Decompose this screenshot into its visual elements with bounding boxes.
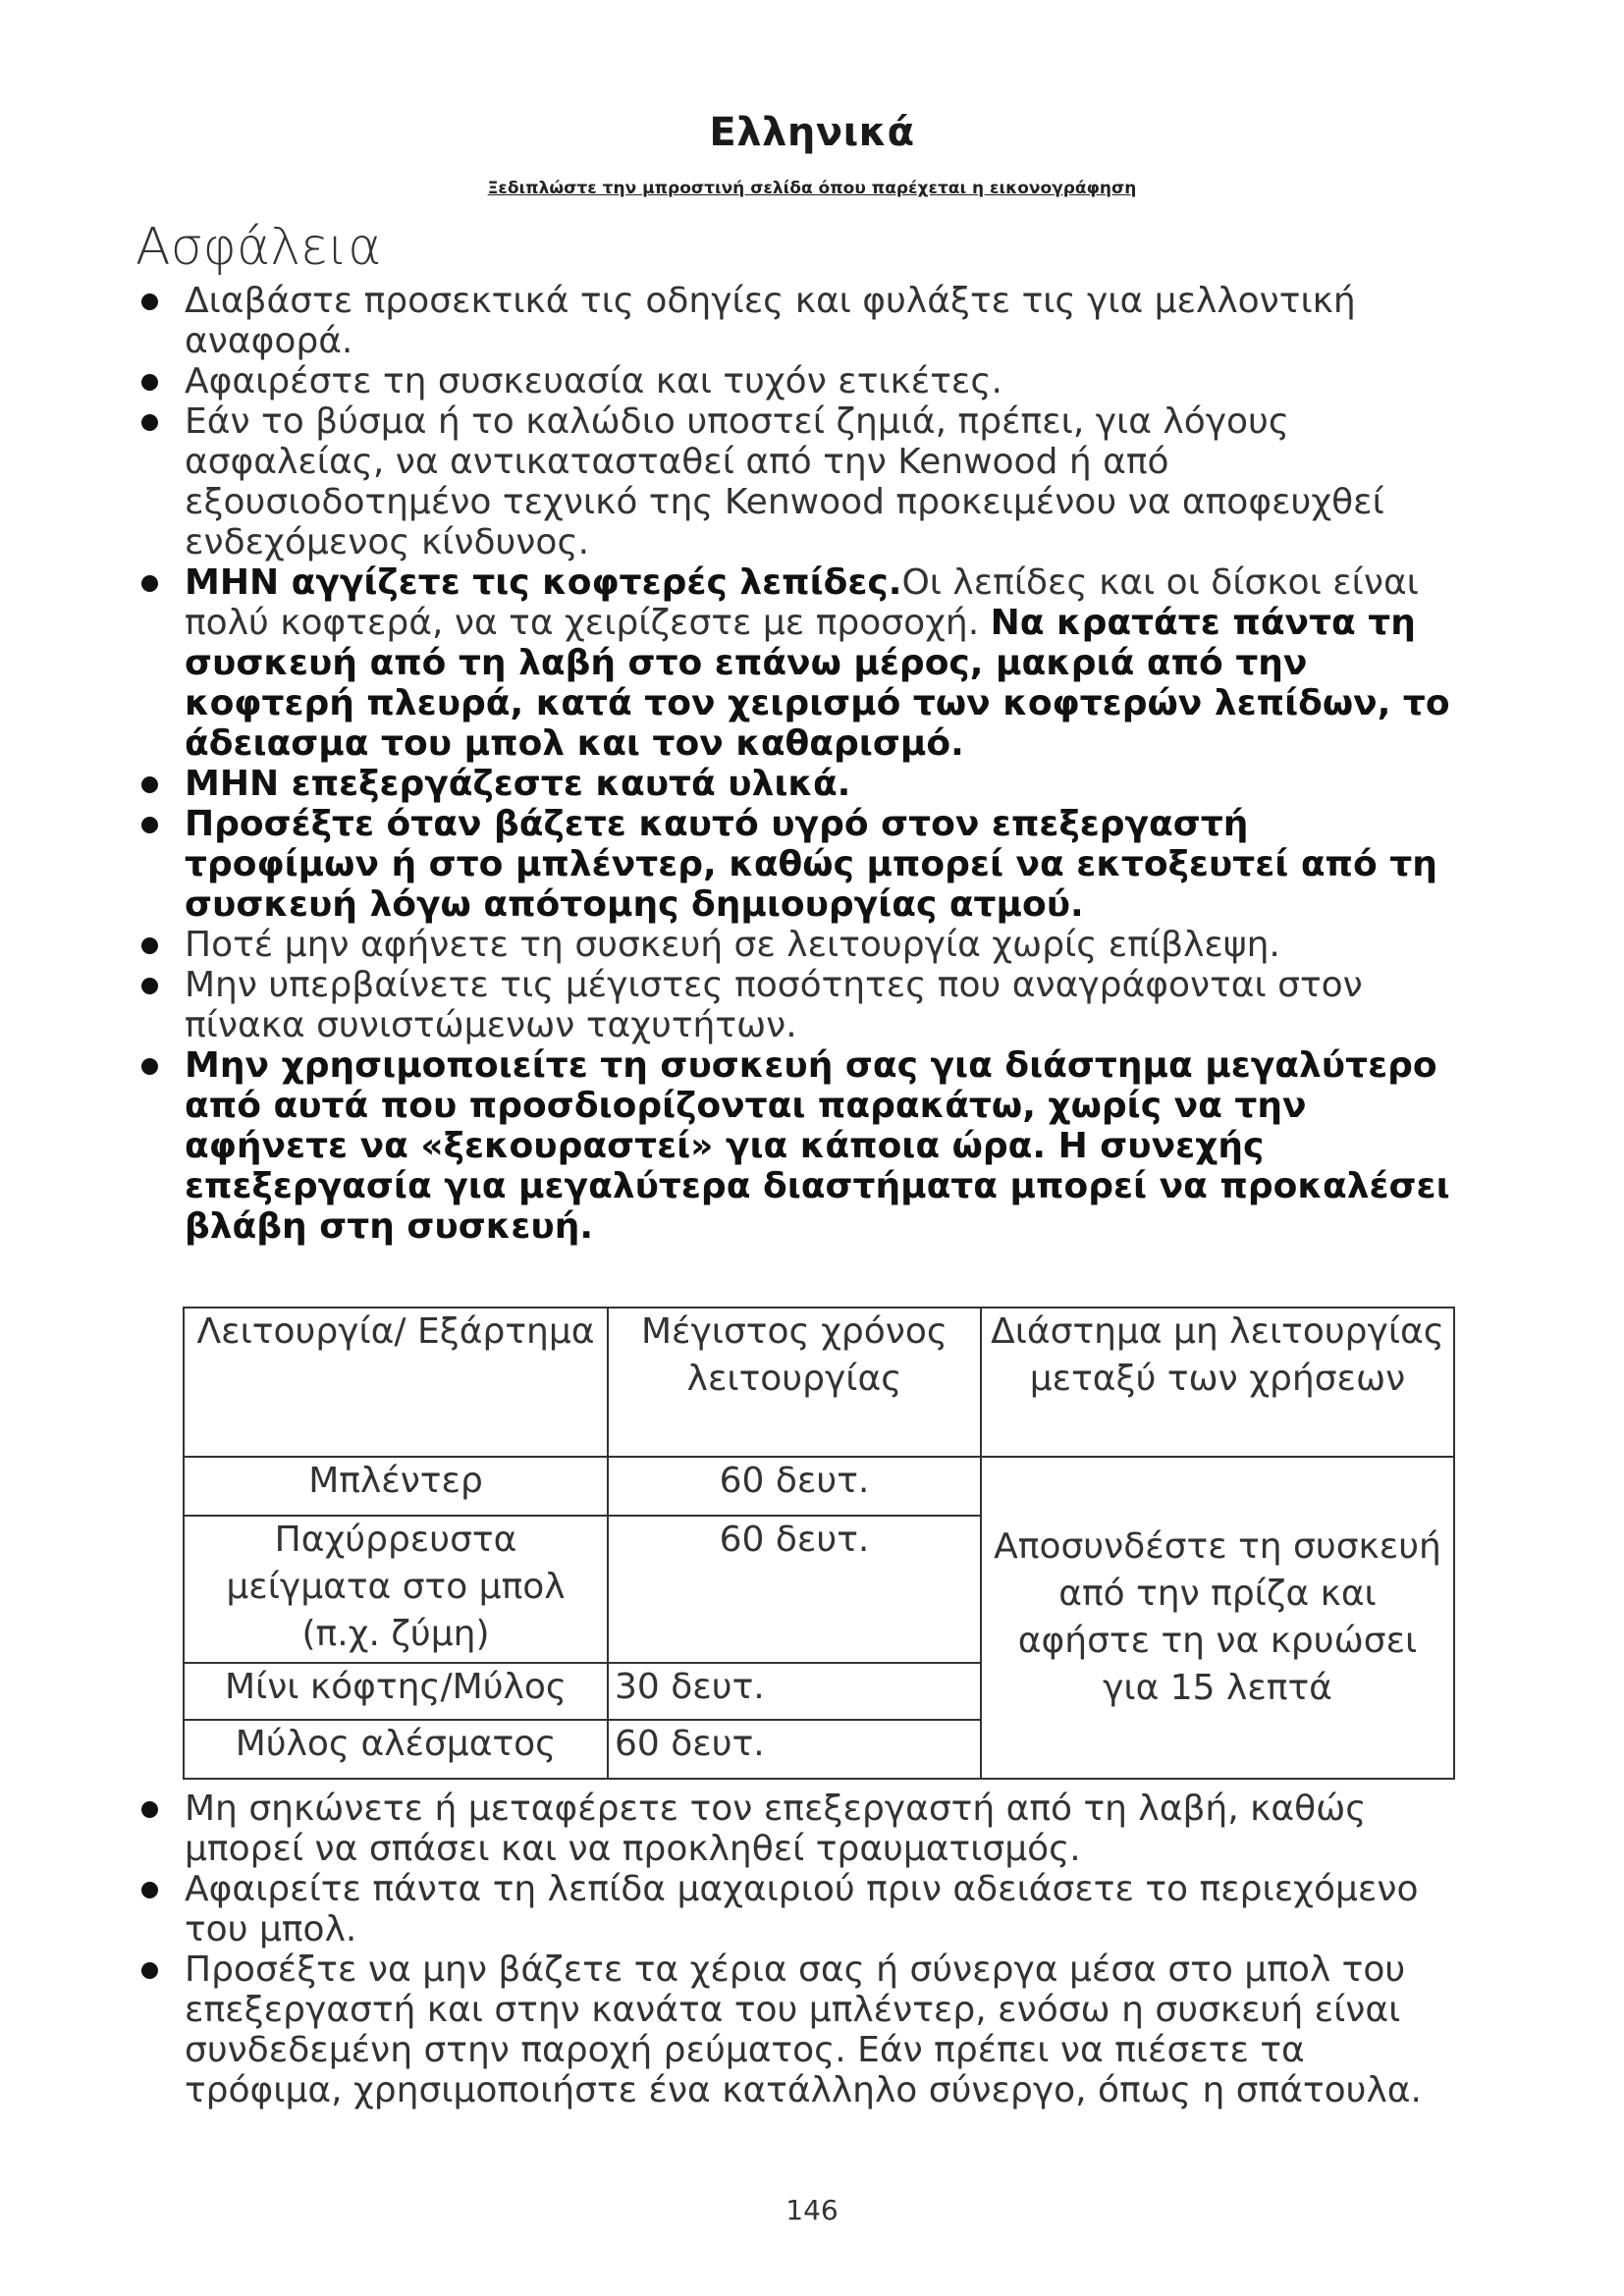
list-item (135, 965, 1451, 1045)
bullet-icon (141, 937, 158, 954)
list-item (135, 764, 1451, 804)
table-cell-function: Μύλος αλέσματος (184, 1720, 608, 1779)
bullet-icon (141, 414, 158, 431)
item-bold-text: Μην χρησιμοποιείτε τη συσκευή σας για διάστημα μεγαλύτερο από αυτά που προσδιορίζονται παρακάτω, χωρίς να την αφήνετε να «ξεκουραστεί» για κάποια ώρα. Η συνεχής επεξεργασία για μεγαλύτερα διαστήματα μπορεί να προκαλέσει βλάβη στη συσκευή. (185, 1045, 1450, 1247)
item-bold-text: ΜΗΝ αγγίζετε τις κοφτερές λεπίδες. (185, 562, 902, 603)
table-header-cell: Λειτουργία/ Εξάρτημα (184, 1308, 608, 1457)
item-text: Οι λεπίδες και οι δίσκοι είναι πολύ κοφτερά, να τα χειρίζεστε με προσοχή. (185, 562, 1419, 643)
item-bold-text: Προσέξτε όταν βάζετε καυτό υγρό στον επεξεργαστή τροφίμων ή στο μπλέντερ, καθώς μπορεί να εκτοξευτεί από τη συσκευή λόγω απότομης δημιουργίας ατμού. (185, 804, 1437, 925)
bullet-icon (141, 575, 158, 592)
item-bold-text: Να κρατάτε πάντα τη συσκευή από τη λαβή στο επάνω μέρος, μακριά από την κοφτερή πλευρά, κατά τον χειρισμό των κοφτερών λεπίδων, το άδειασμα του μπολ και τον καθαρισμό. (185, 603, 1450, 764)
list-item (135, 361, 1451, 401)
usage-time-table (183, 1307, 1455, 1780)
table-cell-time: 60 δευτ. (608, 1720, 981, 1779)
page-number: 146 (785, 2194, 839, 2226)
item-text: Διαβάστε προσεκτικά τις οδηγίες και φυλάξτε τις για μελλοντική αναφορά. (185, 281, 1356, 361)
unfold-note: Ξεδιπλώστε την μπροστινή σελίδα όπου παρέχεται η εικονογράφηση (487, 179, 1137, 198)
bullet-icon (141, 978, 158, 994)
item-text: Μη σηκώνετε ή μεταφέρετε τον επεξεργαστή από τη λαβή, καθώς μπορεί να σπάσει και να προκληθεί τραυματισμός. (185, 1789, 1367, 1869)
safety-list (135, 281, 1451, 1247)
list-item (135, 1949, 1451, 2110)
list-item (135, 1789, 1451, 1869)
table-cell-rest: Αποσυνδέστε τη συσκευή από την πρίζα και αφήστε τη να κρυώσει για 15 λεπτά (981, 1457, 1454, 1779)
table-cell-function: Μπλέντερ (184, 1457, 608, 1516)
bullet-icon (141, 1962, 158, 1979)
table-cell-function: Μίνι κόφτης/Μύλος (184, 1663, 608, 1720)
table-header-cell: Διάστημα μη λειτουργίας μεταξύ των χρήσεων (981, 1308, 1454, 1457)
table-row (184, 1457, 1454, 1516)
list-item (135, 804, 1451, 925)
item-text: Αφαιρείτε πάντα τη λεπίδα μαχαιριού πριν αδειάσετε το περιεχόμενο του μπολ. (185, 1869, 1419, 1949)
list-item (135, 281, 1451, 361)
list-item (135, 1869, 1451, 1949)
item-text: Εάν το βύσμα ή το καλώδιο υποστεί ζημιά, πρέπει, για λόγους ασφαλείας, να αντικατασταθεί από την Kenwood ή από εξουσιοδοτημένο τεχνικό της Kenwood προκειμένου να αποφευχθεί ενδεχόμενος κίνδυνος. (185, 401, 1384, 562)
list-item (135, 401, 1451, 562)
section-heading: Ασφάλεια (135, 218, 382, 277)
page-title: Ελληνικά (709, 110, 915, 155)
safety-list-continued (135, 1789, 1451, 2110)
bullet-icon (141, 1882, 158, 1898)
list-item (135, 562, 1451, 764)
table-header-row (184, 1308, 1454, 1457)
list-item (135, 1045, 1451, 1247)
table-cell-function: Παχύρρευστα μείγματα στο μπολ (π.χ. ζύμη) (184, 1516, 608, 1663)
item-text: Προσέξτε να μην βάζετε τα χέρια σας ή σύνεργα μέσα στο μπολ του επεξεργαστή και στην κανάτα του μπλέντερ, ενόσω η συσκευή είναι συνδεδεμένη στην παροχή ρεύματος. Εάν πρέπει να πιέσετε τα τρόφιμα, χρησιμοποιήστε ένα κατάλληλο σύνεργο, όπως η σπάτουλα. (185, 1949, 1422, 2110)
bullet-icon (141, 776, 158, 793)
item-text: Μην υπερβαίνετε τις μέγιστες ποσότητες που αναγράφονται στον πίνακα συνιστώμενων ταχυτήτων. (185, 965, 1363, 1045)
table-cell-time: 30 δευτ. (608, 1663, 981, 1720)
table-cell-time: 60 δευτ. (608, 1457, 981, 1516)
table-header-cell: Μέγιστος χρόνος λειτουργίας (608, 1308, 981, 1457)
bullet-icon (141, 817, 158, 833)
list-item (135, 925, 1451, 965)
bullet-icon (141, 1058, 158, 1075)
table-cell-time: 60 δευτ. (608, 1516, 981, 1663)
item-text: Αφαιρέστε τη συσκευασία και τυχόν ετικέτες. (185, 361, 1002, 401)
item-bold-text: ΜΗΝ επεξεργάζεστε καυτά υλικά. (185, 764, 851, 804)
bullet-icon (141, 294, 158, 310)
bullet-icon (141, 1801, 158, 1818)
bullet-icon (141, 374, 158, 391)
item-text: Ποτέ μην αφήνετε τη συσκευή σε λειτουργία χωρίς επίβλεψη. (185, 925, 1280, 965)
